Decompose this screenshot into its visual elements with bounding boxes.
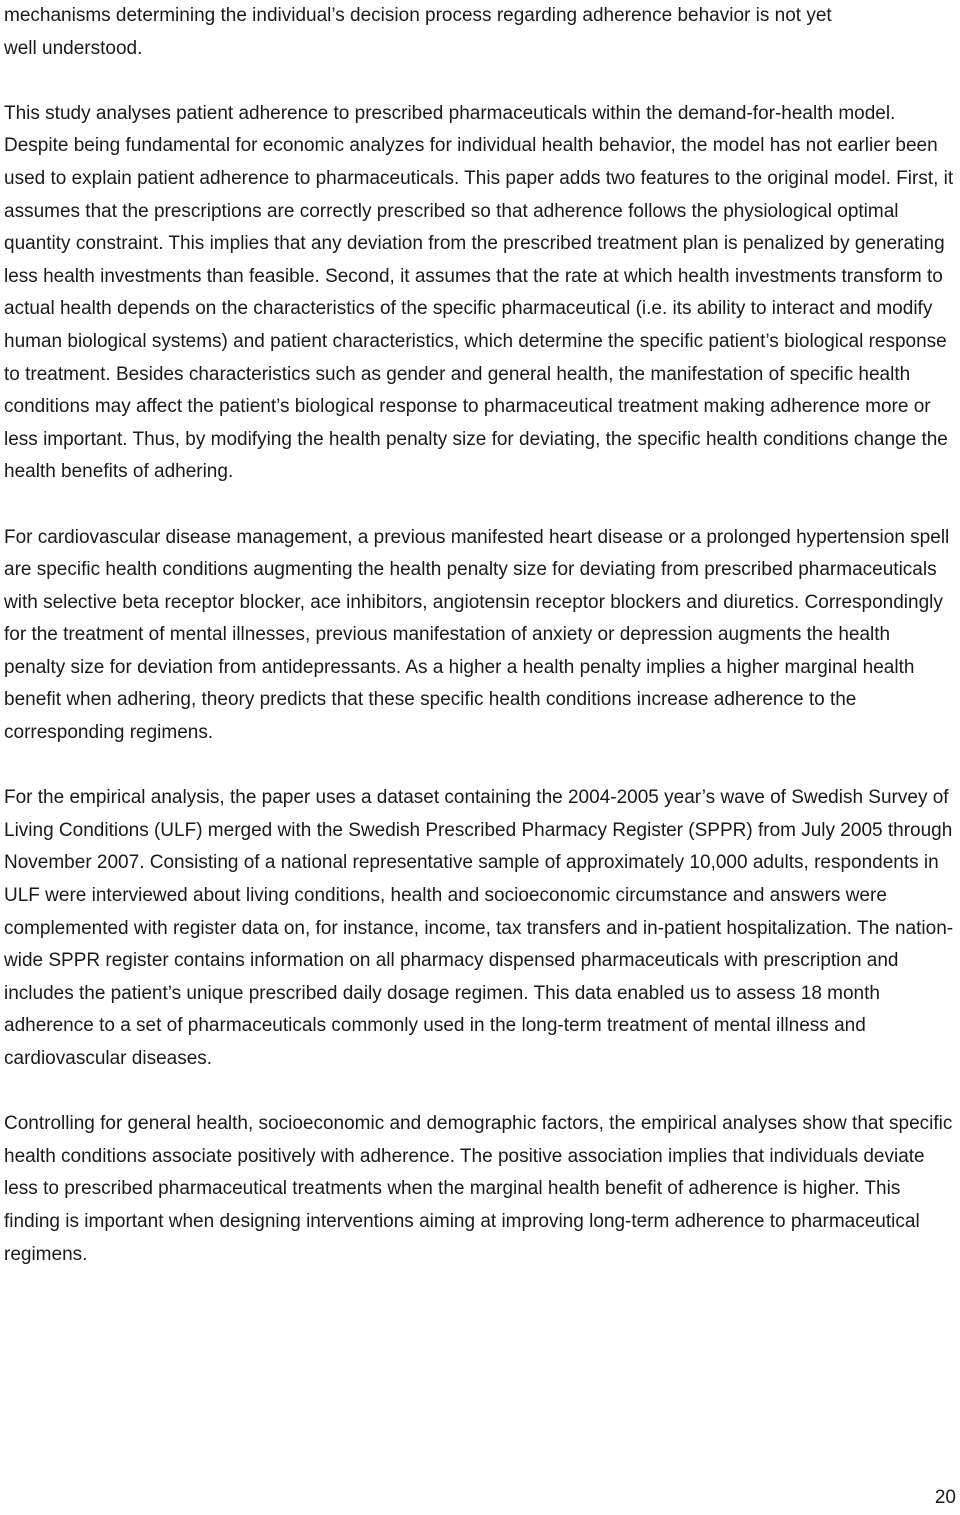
paragraph: For the empirical analysis, the paper uses a dataset containing the 2004-2005 year’s wave of Swedish Survey of Living Conditions (ULF) merged with the Swedish Prescribed Pharmacy Register (SPPR) from July 2005 through November 2007. Consisting of a national representative sample of approximately 10,000 adults, respondents in ULF were interviewed about living conditions, health and socioeconomic circumstance and answers were complemented with register data on, for instance, income, tax transfers and in-patient hospitalization. The nation-wide SPPR register contains information on all pharmacy dispensed pharmaceuticals with prescription and includes the patient’s unique prescribed daily dosage regimen. This data enabled us to assess 18 month adherence to a set of pharmaceuticals commonly used in the long-term treatment of mental illness and cardiovascular diseases. [4, 787, 954, 1069]
paragraph: Controlling for general health, socioeconomic and demographic factors, the empirical analyses show that specific health conditions associate positively with adherence. The positive association implies that individuals deviate less to prescribed pharmaceutical treatments when the marginal health benefit of adherence is higher. This finding is important when designing interventions aiming at improving long-term adherence to pharmaceutical regimens. [4, 1113, 953, 1265]
paragraph: This study analyses patient adherence to prescribed pharmaceuticals within the demand-for-health model. Despite being fundamental for economic analyzes for individual health behavior, the model has not earlier been used to explain patient adherence to pharmaceuticals. This paper adds two features to the original model. First, it assumes that the prescriptions are correctly prescribed so that adherence follows the physiological optimal quantity constraint. This implies that any deviation from the prescribed treatment plan is penalized by generating less health investments than feasible. Second, it assumes that the rate at which health investments transform to actual health depends on the characteristics of the specific pharmaceutical (i.e. its ability to interact and modify human biological systems) and patient characteristics, which determine the specific patient’s biological response to treatment. Besides characteristics such as gender and general health, the manifestation of specific health conditions may affect the patient’s biological response to pharmaceutical treatment making adherence more or less important. Thus, by modifying the health penalty size for deviating, the specific health conditions change the health benefits of adhering. [4, 102, 954, 483]
text-line: mechanisms determining the individual’s decision process regarding adherence behavior is not yet [4, 5, 832, 26]
paragraph-gap [4, 489, 956, 522]
text-line: well understood. [4, 37, 143, 59]
continued-paragraph [4, 0, 956, 65]
page-number: 20 [934, 1487, 956, 1508]
paragraph: For cardiovascular disease management, a previous manifested heart disease or a prolonged hypertension spell are specific health conditions augmenting the health penalty size for deviating from prescribed pharmaceuticals with selective beta receptor blocker, ace inhibitors, angiotensin receptor blockers and diuretics. Correspondingly for the treatment of mental illnesses, previous manifestation of anxiety or depression augments the health penalty size for deviation from antidepressants. As a higher a health penalty implies a higher marginal health benefit when adhering, theory predicts that these specific health conditions increase adherence to the corresponding regimens. [4, 526, 950, 744]
paragraph-gap [4, 750, 956, 783]
paragraph-gap [4, 1076, 956, 1109]
body-text [4, 0, 956, 1271]
paragraph-gap [4, 65, 956, 98]
